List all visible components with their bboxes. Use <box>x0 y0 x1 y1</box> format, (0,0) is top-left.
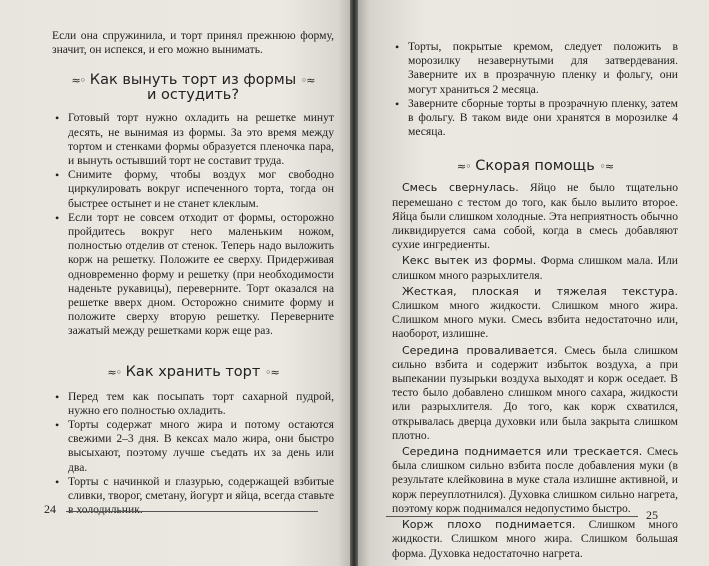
help-paragraph: Смесь свернулась. Яйцо не было тщательно перемешано с тестом до того, как было вылито второе. Яйца были слишком холодные. Эта неприятность обычно ликвидируется сама собой, когда в смесь добавляют сухие ингредиенты. <box>392 181 679 252</box>
section-heading-storage <box>52 365 334 380</box>
ornament-icon: ≈◦ <box>107 365 122 379</box>
ornament-icon: ≈◦ <box>71 74 86 88</box>
list-item: • Торты, покрытые кремом, следует положить в морозилку незавернутыми для затвердевания. Заверните их в прозрачную пленку и фольгу, они могут храниться 2 месяца. <box>392 40 678 97</box>
help-lead: Корж плохо поднимается. <box>402 518 576 532</box>
help-paragraph: Середина поднимается или трескается. Смесь была слишком сильно взбита после добавления муки (в результате клейковина в муке стала излишне активной, и корж переуплотнился). Духовка слишком сильно нагрета, поэтому корж поднимался недопустимо быстро. <box>392 445 678 515</box>
ornament-icon: ◦≈ <box>264 365 279 379</box>
ornament-icon: ◦≈ <box>300 74 315 88</box>
heading-line1: Как вынуть торт из формы <box>89 72 297 89</box>
help-paragraph: Корж плохо поднимается. Слишком много жидкости. Слишком много жира. Слишком большая форма. Духовка недостаточно нагрета. <box>392 518 678 560</box>
list-item: • Снимите форму, чтобы воздух мог свободно циркулировать вокруг испеченного торта, тогда он быстрее остынет и не станет клеклым. <box>52 168 334 211</box>
ornament-icon: ≈◦ <box>456 160 471 174</box>
footer-rule <box>66 511 318 512</box>
unmold-list <box>52 111 334 338</box>
page-number: 24 <box>44 502 56 516</box>
heading-text: Как хранить торт <box>125 363 261 380</box>
freezer-list <box>392 40 678 139</box>
help-paragraph: Кекс вытек из формы. Форма слишком мала. Или слишком много разрыхлителя. <box>392 254 679 282</box>
list-item: • Перед тем как посыпать торт сахарной пудрой, нужно его полностью охладить. <box>52 390 334 418</box>
list-item: • Готовый торт нужно охладить на решетке минут десять, не вынимая из формы. За это время между тортом и стенками формы образуется пленочка пара, и вынуть остывший торт не составит труда. <box>52 111 334 168</box>
help-lead: Середина поднимается или трескается. <box>402 445 643 459</box>
book-gutter <box>350 0 358 566</box>
help-paragraph: Жесткая, плоская и тяжелая текстура. Слишком много жидкости. Слишком много жира. Слишком много муки. Смесь взбита недостаточно или, наоборот, излишне. <box>392 284 678 341</box>
help-lead: Кекс вытек из формы. <box>402 254 537 268</box>
heading-line2: и остудить? <box>146 87 240 104</box>
storage-list <box>52 390 334 518</box>
page-number: 25 <box>646 508 658 522</box>
right-page <box>356 0 709 566</box>
intro-paragraph: Если она спружинила, и торт принял прежнюю форму, значит, он испекся, и его можно вынимать. <box>52 29 334 57</box>
list-item: • Заверните сборные торты в прозрачную пленку, затем в фольгу. В таком виде они хранятся в морозилке 4 месяца. <box>392 97 678 140</box>
list-item: • Торты с начинкой и глазурью, содержащей взбитые сливки, творог, сметану, йогурт и яйца, всегда ставьте в холодильник. <box>52 475 334 518</box>
heading-text: Скорая помощь <box>475 158 595 175</box>
ornament-icon: ◦≈ <box>599 160 614 174</box>
help-paragraph: Середина проваливается. Смесь была слишком сильно взбита и содержит избыток воздуха, а при выпекании пузырьки воздуха выходят и корж оседает. В тесто было добавлено слишком много сахара, жидкости или разрыхлителя. До того, как корж схватился, открывалась дверца духовки или была закрыта слишком плотно. <box>392 343 678 442</box>
help-lead: Жесткая, плоская и тяжелая текстура. <box>402 284 678 298</box>
list-item: • Торты содержат много жира и потому остаются свежими 2–3 дня. В кексах мало жира, они быстро высыхают, поэтому лучше съедать их за день или два. <box>52 418 334 475</box>
help-lead: Смесь свернулась. <box>402 181 519 195</box>
list-item: • Если торт не совсем отходит от формы, осторожно пройдитесь вокруг него маленьким ножом, полностью отделив от стенок. Теперь надо выложить корж на решетку. Положите ее сверху. Придерживая одновременно форму и решетку (при необходимости наденьте рукавицы), переверните. Торт оказался на решетке вверх дном. Осторожно снимите форму и положите сверху вторую решетку. Переверните зажатый между решетками корж еще раз. <box>52 211 334 339</box>
footer-rule <box>386 516 638 517</box>
left-page <box>0 0 352 566</box>
section-heading-unmold <box>52 73 334 103</box>
section-heading-help <box>392 159 678 174</box>
help-lead: Середина проваливается. <box>402 343 558 357</box>
